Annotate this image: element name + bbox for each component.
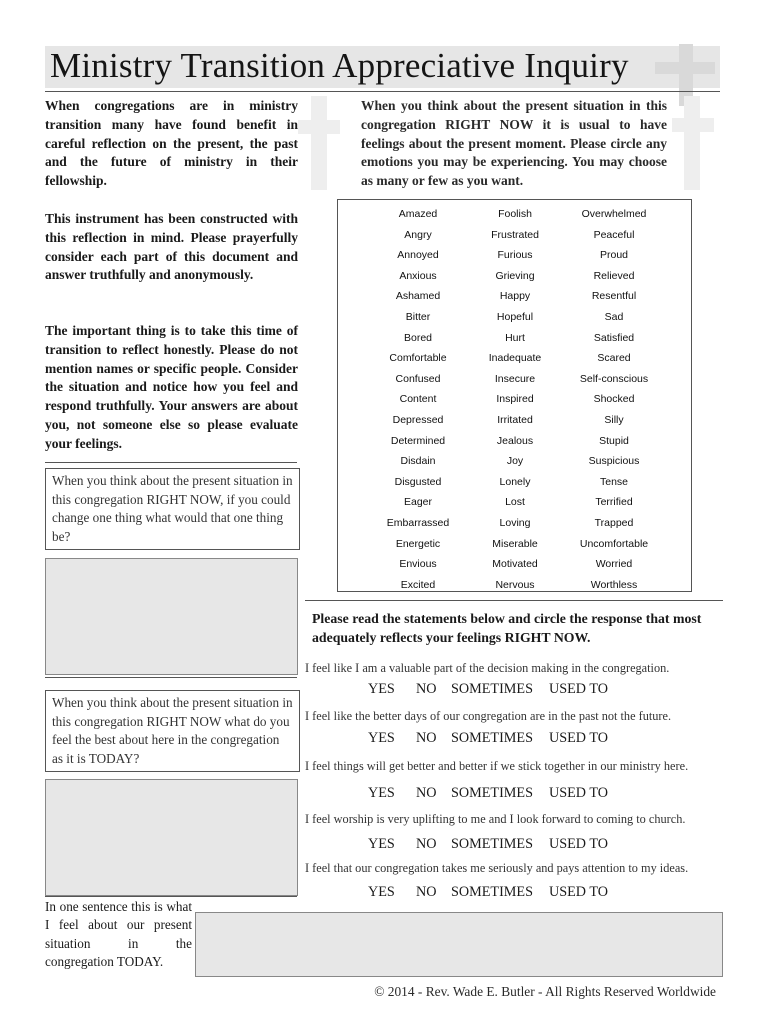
emotion-item[interactable]: Joy <box>506 455 524 468</box>
emotion-item[interactable]: Worried <box>595 558 633 571</box>
title-underline <box>45 91 720 92</box>
emotion-item[interactable]: Scared <box>597 352 631 365</box>
response-row-3 <box>305 785 685 803</box>
intro-paragraph-3: The important thing is to take this time of transition to reflect honestly. Please do not mention names or specific people. Consider the situation and notice how you feel and respond truthfully. Your answers are about you, not someone else so please evaluate your feelings. <box>45 323 298 451</box>
decorative-cross-horizontal-right <box>672 118 714 132</box>
decorative-cross-horizontal-left <box>298 120 340 134</box>
response-used-to[interactable]: USED TO <box>549 884 608 900</box>
response-row-1 <box>305 681 685 699</box>
question-feel-best-about: When you think about the present situation in this congregation RIGHT NOW what do you feel the best about here in the congregation as it is TODAY? <box>45 690 300 772</box>
answer-box-feel-best-about[interactable] <box>45 779 298 896</box>
emotion-item[interactable]: Proud <box>599 249 629 262</box>
response-yes[interactable]: YES <box>368 730 395 746</box>
decorative-cross-vertical-right <box>684 96 700 190</box>
emotion-item[interactable]: Satisfied <box>593 331 635 344</box>
emotion-item[interactable]: Resentful <box>591 290 637 303</box>
emotion-item[interactable]: Eager <box>403 496 433 509</box>
response-used-to[interactable]: USED TO <box>549 730 608 746</box>
emotion-item[interactable]: Worthless <box>590 578 638 591</box>
emotion-item[interactable]: Anxious <box>399 269 437 282</box>
response-no[interactable]: NO <box>416 884 437 900</box>
response-row-2 <box>305 730 685 748</box>
emotion-item[interactable]: Envious <box>399 558 437 571</box>
response-no[interactable]: NO <box>416 836 437 852</box>
emotion-item[interactable]: Relieved <box>593 269 635 282</box>
emotion-item[interactable]: Determined <box>390 434 446 447</box>
one-sentence-answer-box[interactable] <box>195 912 723 977</box>
emotion-item[interactable]: Hurt <box>505 331 525 344</box>
emotions-instructions: When you think about the present situation in this congregation RIGHT NOW it is usual to have feelings about the present moment. Please circle any emotions you may be experiencing. You may choose as many or few as you want. <box>361 98 667 189</box>
emotions-list <box>337 199 692 592</box>
answer-box-1-underline <box>45 677 297 678</box>
emotion-item[interactable]: Grieving <box>495 269 535 282</box>
intro-divider <box>45 462 297 463</box>
intro-paragraph-2: This instrument has been constructed with this reflection in mind. Please prayerfully consider each part of this document and answer truthfully and anonymously. <box>45 211 298 283</box>
emotion-item[interactable]: Foolish <box>498 208 532 220</box>
response-yes[interactable]: YES <box>368 836 395 852</box>
answer-box-change-one-thing[interactable] <box>45 558 298 675</box>
emotion-item[interactable]: Depressed <box>392 413 444 426</box>
emotion-item[interactable]: Stupid <box>599 434 629 447</box>
statement-4: I feel worship is very uplifting to me and I look forward to coming to church. <box>305 812 686 826</box>
response-used-to[interactable]: USED TO <box>549 836 608 852</box>
emotion-item[interactable]: Happy <box>499 290 531 303</box>
emotion-item[interactable]: Bored <box>403 331 433 344</box>
emotion-item[interactable]: Self-conscious <box>579 372 649 385</box>
emotion-item[interactable]: Lost <box>505 496 525 509</box>
emotion-item[interactable]: Overwhelmed <box>581 208 647 220</box>
statements-instructions: Please read the statements below and circle the response that most adequately reflects your feelings RIGHT NOW. <box>312 611 702 645</box>
title-cross-horizontal <box>655 62 715 74</box>
statement-1: I feel like I am a valuable part of the decision making in the congregation. <box>305 661 670 675</box>
emotion-item[interactable]: Embarrassed <box>386 516 450 529</box>
emotion-item[interactable]: Inadequate <box>488 352 542 365</box>
emotions-column-3 <box>554 204 674 595</box>
one-sentence-prompt: In one sentence this is what I feel about our present situation in the congregation TODAY. <box>45 899 192 969</box>
response-yes[interactable]: YES <box>368 681 395 697</box>
emotion-item[interactable]: Insecure <box>494 372 536 385</box>
answer-box-2-underline <box>45 896 297 897</box>
emotion-item[interactable]: Furious <box>497 249 533 262</box>
emotion-item[interactable]: Suspicious <box>588 455 640 468</box>
response-sometimes[interactable]: SOMETIMES <box>451 884 533 900</box>
statement-3: I feel things will get better and better if we stick together in our ministry here. <box>305 759 689 773</box>
emotion-item[interactable]: Energetic <box>395 537 441 550</box>
response-no[interactable]: NO <box>416 730 437 746</box>
emotion-item[interactable]: Disgusted <box>394 475 442 488</box>
copyright-footer: © 2014 - Rev. Wade E. Butler - All Rights Reserved Worldwide <box>374 984 716 999</box>
emotion-item[interactable]: Uncomfortable <box>579 537 649 550</box>
emotion-item[interactable]: Frustrated <box>491 228 539 241</box>
emotion-item[interactable]: Irritated <box>497 413 533 426</box>
emotion-item[interactable]: Peaceful <box>593 228 635 241</box>
emotion-item[interactable]: Ashamed <box>395 290 441 303</box>
decorative-cross-vertical-left <box>311 96 327 190</box>
emotion-item[interactable]: Annoyed <box>397 249 439 262</box>
emotion-item[interactable]: Confused <box>395 372 441 385</box>
emotion-item[interactable]: Disdain <box>400 455 436 468</box>
statement-5: I feel that our congregation takes me seriously and pays attention to my ideas. <box>305 861 689 875</box>
emotion-item[interactable]: Angry <box>404 228 432 241</box>
page-title: Ministry Transition Appreciative Inquiry <box>50 46 629 85</box>
emotion-item[interactable]: Bitter <box>405 310 431 323</box>
emotion-item[interactable]: Nervous <box>495 578 535 591</box>
emotion-item[interactable]: Loving <box>499 516 531 529</box>
emotion-item[interactable]: Comfortable <box>389 352 447 365</box>
question-change-one-thing: When you think about the present situation in this congregation RIGHT NOW, if you could change one thing what would that one thing be? <box>45 468 300 550</box>
response-no[interactable]: NO <box>416 785 437 801</box>
emotion-item[interactable]: Excited <box>400 578 436 591</box>
emotion-item[interactable]: Trapped <box>594 516 634 529</box>
emotion-item[interactable]: Hopeful <box>496 310 534 323</box>
response-sometimes[interactable]: SOMETIMES <box>451 730 533 746</box>
emotion-item[interactable]: Sad <box>604 310 624 323</box>
emotion-item[interactable]: Shocked <box>593 393 635 406</box>
emotion-item[interactable]: Motivated <box>492 558 538 571</box>
emotion-item[interactable]: Inspired <box>496 393 534 406</box>
emotion-item[interactable]: Amazed <box>398 208 438 220</box>
response-sometimes[interactable]: SOMETIMES <box>451 681 533 697</box>
emotion-item[interactable]: Miserable <box>492 537 538 550</box>
response-yes[interactable]: YES <box>368 785 395 801</box>
response-used-to[interactable]: USED TO <box>549 681 608 697</box>
response-sometimes[interactable]: SOMETIMES <box>451 836 533 852</box>
statement-2: I feel like the better days of our congregation are in the past not the future. <box>305 709 672 723</box>
emotion-item[interactable]: Terrified <box>595 496 633 509</box>
emotion-item[interactable]: Lonely <box>499 475 531 488</box>
emotion-item[interactable]: Tense <box>599 475 629 488</box>
response-yes[interactable]: YES <box>368 884 395 900</box>
emotion-item[interactable]: Content <box>399 393 437 406</box>
response-row-5 <box>305 884 685 902</box>
emotion-item[interactable]: Jealous <box>496 434 534 447</box>
intro-paragraph-1: When congregations are in ministry transition many have found benefit in careful reflection on the present, the past and the future of ministry in their fellowship. <box>45 98 298 189</box>
statements-divider <box>305 600 723 601</box>
response-sometimes[interactable]: SOMETIMES <box>451 785 533 801</box>
response-used-to[interactable]: USED TO <box>549 785 608 801</box>
emotion-item[interactable]: Silly <box>604 413 624 426</box>
response-row-4 <box>305 836 685 854</box>
response-no[interactable]: NO <box>416 681 437 697</box>
